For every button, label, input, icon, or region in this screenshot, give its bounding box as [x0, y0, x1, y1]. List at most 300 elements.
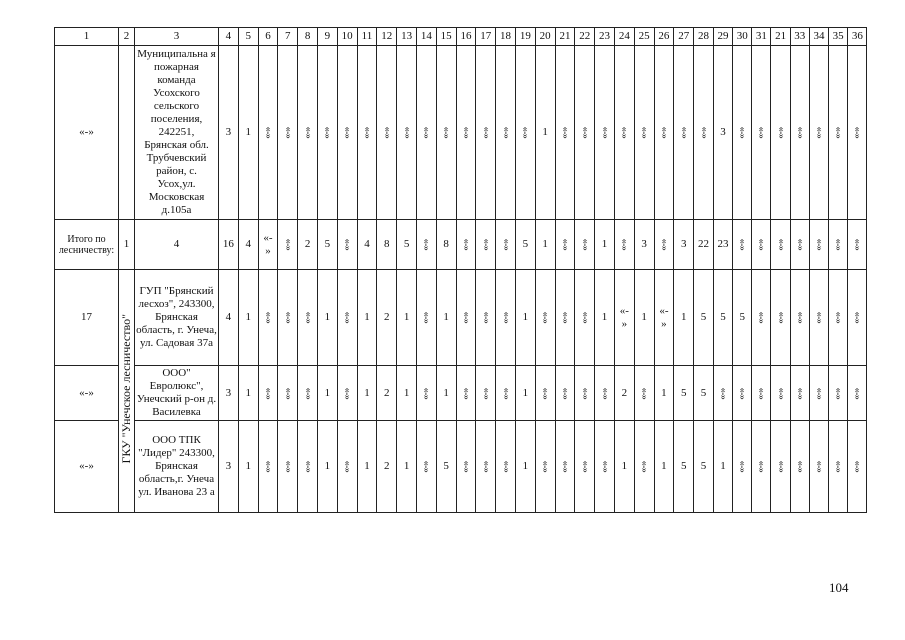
- value-text: «-»: [282, 387, 294, 399]
- value-cell: [634, 270, 654, 366]
- value-cell: [397, 220, 417, 270]
- value-cell: [278, 366, 298, 421]
- value-cell: [595, 366, 615, 421]
- value-text: «-»: [832, 311, 844, 324]
- header-cell-1: 1: [55, 28, 119, 46]
- value-cell: [535, 270, 555, 366]
- value-text: «-»: [579, 387, 591, 399]
- table-row: [55, 366, 867, 421]
- value-text: «-»: [559, 387, 571, 399]
- value-text: «-»: [813, 460, 825, 473]
- value-text: «-»: [851, 387, 863, 399]
- header-cell-28: 28: [694, 28, 714, 46]
- value-text: «-»: [539, 387, 551, 399]
- value-text: «-»: [262, 126, 274, 139]
- header-cell-15: 15: [436, 28, 456, 46]
- value-text: «-»: [480, 460, 492, 473]
- value-cell: [456, 270, 476, 366]
- value-text: «-»: [736, 460, 748, 473]
- header-cell-24: 24: [614, 28, 634, 46]
- value-cell: [713, 220, 732, 270]
- value-cell: [298, 220, 318, 270]
- value-cell: [258, 421, 278, 513]
- value-text: «-»: [341, 387, 353, 399]
- value-text: 1: [522, 460, 529, 472]
- value-text: «-»: [341, 311, 353, 324]
- value-text: 3: [225, 460, 232, 472]
- value-text: 1: [245, 311, 251, 323]
- value-cell: [377, 46, 397, 220]
- value-text: «-»: [618, 126, 630, 139]
- value-cell: [634, 421, 654, 513]
- value-cell: [416, 421, 436, 513]
- value-text: «-»: [599, 460, 611, 473]
- value-text: «-»: [599, 387, 611, 399]
- value-text: «-»: [736, 238, 748, 251]
- value-text: 5: [700, 311, 707, 323]
- header-cell-6: 6: [258, 28, 278, 46]
- header-cell-35: 35: [829, 28, 848, 46]
- value-text: «-»: [618, 238, 630, 251]
- value-text: 1: [443, 386, 449, 399]
- value-cell: [337, 270, 357, 366]
- value-cell: [238, 46, 258, 220]
- value-text: 1: [403, 311, 410, 323]
- value-cell: [436, 46, 456, 220]
- value-text: «-»: [775, 126, 787, 139]
- value-cell: [337, 46, 357, 220]
- value-cell: [456, 366, 476, 421]
- value-cell: [357, 421, 377, 513]
- value-text: «-»: [736, 126, 748, 139]
- value-cell: [809, 421, 828, 513]
- value-cell: [238, 421, 258, 513]
- value-cell: [654, 220, 674, 270]
- value-text: 8: [443, 238, 449, 250]
- value-cell: [733, 270, 752, 366]
- value-cell: [752, 421, 771, 513]
- value-cell: [694, 220, 714, 270]
- value-text: «-»: [755, 238, 767, 251]
- value-text: 1: [364, 460, 370, 472]
- value-cell: [595, 46, 615, 220]
- value-text: 3: [225, 126, 232, 138]
- value-text: «-»: [282, 238, 294, 251]
- value-text: «-»: [832, 126, 844, 139]
- value-text: «-»: [460, 238, 472, 251]
- value-cell: [555, 46, 575, 220]
- value-text: «-»: [420, 238, 432, 251]
- value-text: «-»: [539, 311, 551, 324]
- value-cell: [713, 366, 732, 421]
- value-text: 1: [522, 311, 529, 323]
- value-cell: [790, 220, 809, 270]
- value-cell: [496, 46, 516, 220]
- value-cell: [219, 366, 239, 421]
- value-cell: [476, 421, 496, 513]
- value-text: 4: [364, 238, 370, 250]
- value-text: «-»: [460, 460, 472, 473]
- value-text: «-»: [579, 238, 591, 251]
- row-number-cell: «-»: [55, 366, 119, 421]
- value-cell: [771, 220, 790, 270]
- value-cell: [298, 366, 318, 421]
- value-text: «-»: [832, 460, 844, 473]
- value-text: «-»: [579, 126, 591, 139]
- header-cell-30: 30: [733, 28, 752, 46]
- value-text: 2: [621, 386, 628, 399]
- table-row: [55, 220, 867, 270]
- value-text: 2: [384, 460, 390, 472]
- value-cell: [829, 366, 848, 421]
- value-cell: [476, 46, 496, 220]
- value-text: «-»: [539, 460, 551, 473]
- value-text: 5: [680, 460, 687, 472]
- organization-cell: Муниципальна я пожарная команда Усохского сельского поселения, 242251, Брянская обл. Трубчевский район, с. Усох,ул. Московская д.105а: [135, 46, 219, 220]
- organization-cell: ГУП "Брянский лесхоз", 243300, Брянская область, г. Унеча, ул. Садовая 37а: [135, 270, 219, 366]
- value-cell: [496, 220, 516, 270]
- header-row: [55, 28, 867, 46]
- value-text: 1: [542, 126, 548, 138]
- header-cell-11: 11: [357, 28, 377, 46]
- value-cell: [357, 270, 377, 366]
- value-cell: [848, 220, 867, 270]
- value-text: 22: [698, 238, 710, 250]
- value-cell: [535, 366, 555, 421]
- header-cell-5: 5: [238, 28, 258, 46]
- value-text: «-»: [519, 126, 531, 139]
- value-text: 5: [700, 460, 707, 472]
- value-cell: [317, 220, 337, 270]
- value-text: «-»: [420, 126, 432, 139]
- value-text: «-»: [500, 311, 512, 324]
- value-cell: [555, 220, 575, 270]
- value-text: «-»: [658, 238, 670, 251]
- value-text: 1: [661, 386, 667, 399]
- value-text: «-»: [755, 460, 767, 473]
- header-cell-13: 13: [397, 28, 417, 46]
- header-cell-33: 33: [790, 28, 809, 46]
- value-text: 4: [245, 238, 251, 250]
- value-text: «-»: [794, 311, 806, 324]
- value-text: «-»: [813, 238, 825, 251]
- value-text: «-»: [638, 460, 650, 473]
- value-text: 1: [661, 460, 667, 472]
- value-text: «-»: [599, 126, 611, 139]
- organization-cell: 4: [135, 220, 219, 270]
- value-text: 5: [680, 386, 687, 399]
- value-cell: [674, 270, 694, 366]
- value-cell: [848, 366, 867, 421]
- row-number-cell: «-»: [55, 46, 119, 220]
- page-number: 104: [829, 580, 849, 595]
- value-text: «-»: [736, 387, 748, 399]
- value-text: «-»: [500, 238, 512, 251]
- value-text: 23: [717, 238, 729, 250]
- value-text: 1: [324, 460, 331, 472]
- value-cell: [733, 366, 752, 421]
- value-cell: [733, 46, 752, 220]
- value-cell: [397, 421, 417, 513]
- value-cell: [278, 220, 298, 270]
- value-cell: [614, 270, 634, 366]
- value-cell: [298, 421, 318, 513]
- row-number-cell: «-»: [55, 421, 119, 513]
- value-cell: [654, 46, 674, 220]
- value-text: «-»: [717, 387, 729, 399]
- organization-cell: ООО" Евролюкс", Унечский р-он д. Василевка: [135, 366, 219, 421]
- value-cell: [848, 270, 867, 366]
- value-text: 3: [225, 386, 232, 399]
- value-cell: [397, 270, 417, 366]
- value-text: «-»: [341, 238, 353, 251]
- value-text: «- »: [619, 304, 629, 330]
- value-cell: [219, 421, 239, 513]
- value-text: «-»: [851, 311, 863, 324]
- value-text: 5: [443, 460, 449, 472]
- value-text: 16: [222, 238, 234, 250]
- value-text: «-»: [755, 387, 767, 399]
- value-cell: [595, 220, 615, 270]
- header-cell-36: 36: [848, 28, 867, 46]
- value-text: 1: [542, 238, 548, 250]
- value-text: «-»: [500, 387, 512, 399]
- value-cell: [317, 270, 337, 366]
- value-cell: [713, 270, 732, 366]
- value-cell: [337, 220, 357, 270]
- value-cell: [298, 270, 318, 366]
- value-cell: [456, 421, 476, 513]
- header-cell-3: 3: [135, 28, 219, 46]
- header-cell-19: 19: [515, 28, 535, 46]
- value-cell: [595, 421, 615, 513]
- value-text: 1: [364, 386, 370, 399]
- value-cell: [555, 366, 575, 421]
- header-cell-8: 8: [298, 28, 318, 46]
- value-text: «-»: [559, 238, 571, 251]
- header-cell-29: 29: [713, 28, 732, 46]
- value-cell: [238, 270, 258, 366]
- value-cell: [278, 270, 298, 366]
- value-cell: [614, 366, 634, 421]
- value-cell: [752, 270, 771, 366]
- value-cell: [238, 220, 258, 270]
- header-cell-7: 7: [278, 28, 298, 46]
- value-cell: [258, 46, 278, 220]
- value-cell: [752, 46, 771, 220]
- value-text: «-»: [794, 238, 806, 251]
- value-cell: [674, 46, 694, 220]
- value-text: «-»: [460, 126, 472, 139]
- value-cell: [809, 270, 828, 366]
- value-cell: [575, 46, 595, 220]
- value-text: «-»: [851, 126, 863, 139]
- value-text: «-»: [832, 387, 844, 399]
- value-text: 1: [245, 460, 251, 472]
- value-cell: [674, 421, 694, 513]
- value-text: 3: [720, 126, 726, 138]
- value-cell: [377, 220, 397, 270]
- value-cell: [809, 366, 828, 421]
- value-cell: [575, 366, 595, 421]
- value-cell: [535, 220, 555, 270]
- value-text: 3: [641, 238, 647, 250]
- value-text: 5: [324, 238, 331, 250]
- value-cell: [278, 421, 298, 513]
- value-cell: [278, 46, 298, 220]
- data-table: [54, 27, 867, 513]
- value-cell: [614, 421, 634, 513]
- value-cell: [809, 220, 828, 270]
- header-cell-25: 25: [634, 28, 654, 46]
- district-label-cell: [119, 270, 135, 513]
- table-row: [55, 421, 867, 513]
- value-cell: [713, 46, 732, 220]
- value-cell: [317, 46, 337, 220]
- value-cell: [771, 46, 790, 220]
- value-cell: [790, 366, 809, 421]
- value-text: «-»: [832, 238, 844, 251]
- value-text: «-»: [460, 387, 472, 399]
- value-text: «-»: [775, 311, 787, 324]
- value-cell: [614, 46, 634, 220]
- value-text: 1: [720, 460, 726, 472]
- value-text: «-»: [500, 126, 512, 139]
- value-cell: [515, 421, 535, 513]
- district-label: ГКУ "Унечское лесничество": [119, 314, 133, 464]
- value-text: «-»: [851, 460, 863, 473]
- value-text: 1: [245, 386, 251, 399]
- value-text: 1: [680, 311, 687, 323]
- value-cell: [357, 220, 377, 270]
- value-text: «- »: [263, 231, 273, 257]
- value-cell: [476, 220, 496, 270]
- value-cell: [634, 366, 654, 421]
- header-cell-26: 26: [654, 28, 674, 46]
- value-text: 5: [522, 238, 529, 250]
- value-text: 3: [680, 238, 687, 250]
- value-text: «-»: [401, 126, 413, 139]
- value-cell: [694, 270, 714, 366]
- value-text: «-»: [282, 126, 294, 139]
- header-cell-17: 17: [476, 28, 496, 46]
- value-cell: [377, 270, 397, 366]
- value-text: «-»: [794, 387, 806, 399]
- value-cell: [416, 270, 436, 366]
- value-cell: [436, 220, 456, 270]
- value-text: 1: [324, 386, 331, 399]
- value-cell: [357, 366, 377, 421]
- value-cell: [298, 46, 318, 220]
- col2-cell: 1: [119, 220, 135, 270]
- value-text: «-»: [361, 126, 373, 139]
- value-text: «-»: [851, 238, 863, 251]
- col2-cell: [119, 46, 135, 220]
- value-text: «-»: [813, 311, 825, 324]
- value-text: «-»: [813, 387, 825, 399]
- value-cell: [357, 46, 377, 220]
- value-cell: [515, 270, 535, 366]
- value-text: «-»: [794, 126, 806, 139]
- value-cell: [790, 270, 809, 366]
- value-cell: [496, 270, 516, 366]
- value-cell: [634, 220, 654, 270]
- value-cell: [456, 220, 476, 270]
- value-cell: [238, 366, 258, 421]
- value-text: «-»: [559, 126, 571, 139]
- value-cell: [515, 366, 535, 421]
- value-cell: [476, 366, 496, 421]
- value-text: «-»: [420, 460, 432, 473]
- value-text: «-»: [579, 460, 591, 473]
- header-cell-9: 9: [317, 28, 337, 46]
- value-cell: [397, 366, 417, 421]
- value-text: «-»: [262, 387, 274, 399]
- value-cell: [848, 421, 867, 513]
- value-cell: [654, 270, 674, 366]
- value-cell: [416, 46, 436, 220]
- value-cell: [258, 220, 278, 270]
- value-cell: [575, 220, 595, 270]
- value-text: «-»: [755, 311, 767, 324]
- header-cell-34: 34: [809, 28, 828, 46]
- value-text: 1: [641, 311, 647, 323]
- value-cell: [515, 220, 535, 270]
- value-text: «-»: [282, 460, 294, 473]
- value-text: «-»: [420, 387, 432, 399]
- value-cell: [258, 270, 278, 366]
- value-cell: [456, 46, 476, 220]
- value-cell: [694, 366, 714, 421]
- value-text: «-»: [341, 126, 353, 139]
- value-cell: [752, 366, 771, 421]
- value-cell: [496, 421, 516, 513]
- value-text: «-»: [775, 460, 787, 473]
- value-text: «-»: [480, 387, 492, 399]
- value-text: 5: [403, 238, 410, 250]
- value-cell: [752, 220, 771, 270]
- value-text: «-»: [262, 460, 274, 473]
- value-text: «-»: [440, 126, 452, 139]
- value-cell: [614, 220, 634, 270]
- value-cell: [496, 366, 516, 421]
- value-cell: [436, 421, 456, 513]
- header-cell-18: 18: [496, 28, 516, 46]
- value-text: «- »: [659, 304, 669, 330]
- value-text: «-»: [559, 460, 571, 473]
- value-text: 2: [384, 386, 390, 399]
- value-cell: [809, 46, 828, 220]
- value-cell: [733, 220, 752, 270]
- value-cell: [790, 46, 809, 220]
- value-text: 1: [245, 126, 251, 138]
- header-cell-4: 4: [219, 28, 239, 46]
- value-text: 1: [621, 460, 628, 472]
- value-text: 4: [225, 311, 232, 323]
- header-cell-14: 14: [416, 28, 436, 46]
- value-cell: [829, 270, 848, 366]
- value-text: «-»: [638, 387, 650, 399]
- value-cell: [733, 421, 752, 513]
- value-cell: [829, 421, 848, 513]
- value-text: «-»: [775, 387, 787, 399]
- value-text: 8: [384, 238, 390, 250]
- value-text: «-»: [579, 311, 591, 324]
- value-cell: [829, 220, 848, 270]
- value-text: 1: [324, 311, 331, 323]
- value-cell: [595, 270, 615, 366]
- header-cell-10: 10: [337, 28, 357, 46]
